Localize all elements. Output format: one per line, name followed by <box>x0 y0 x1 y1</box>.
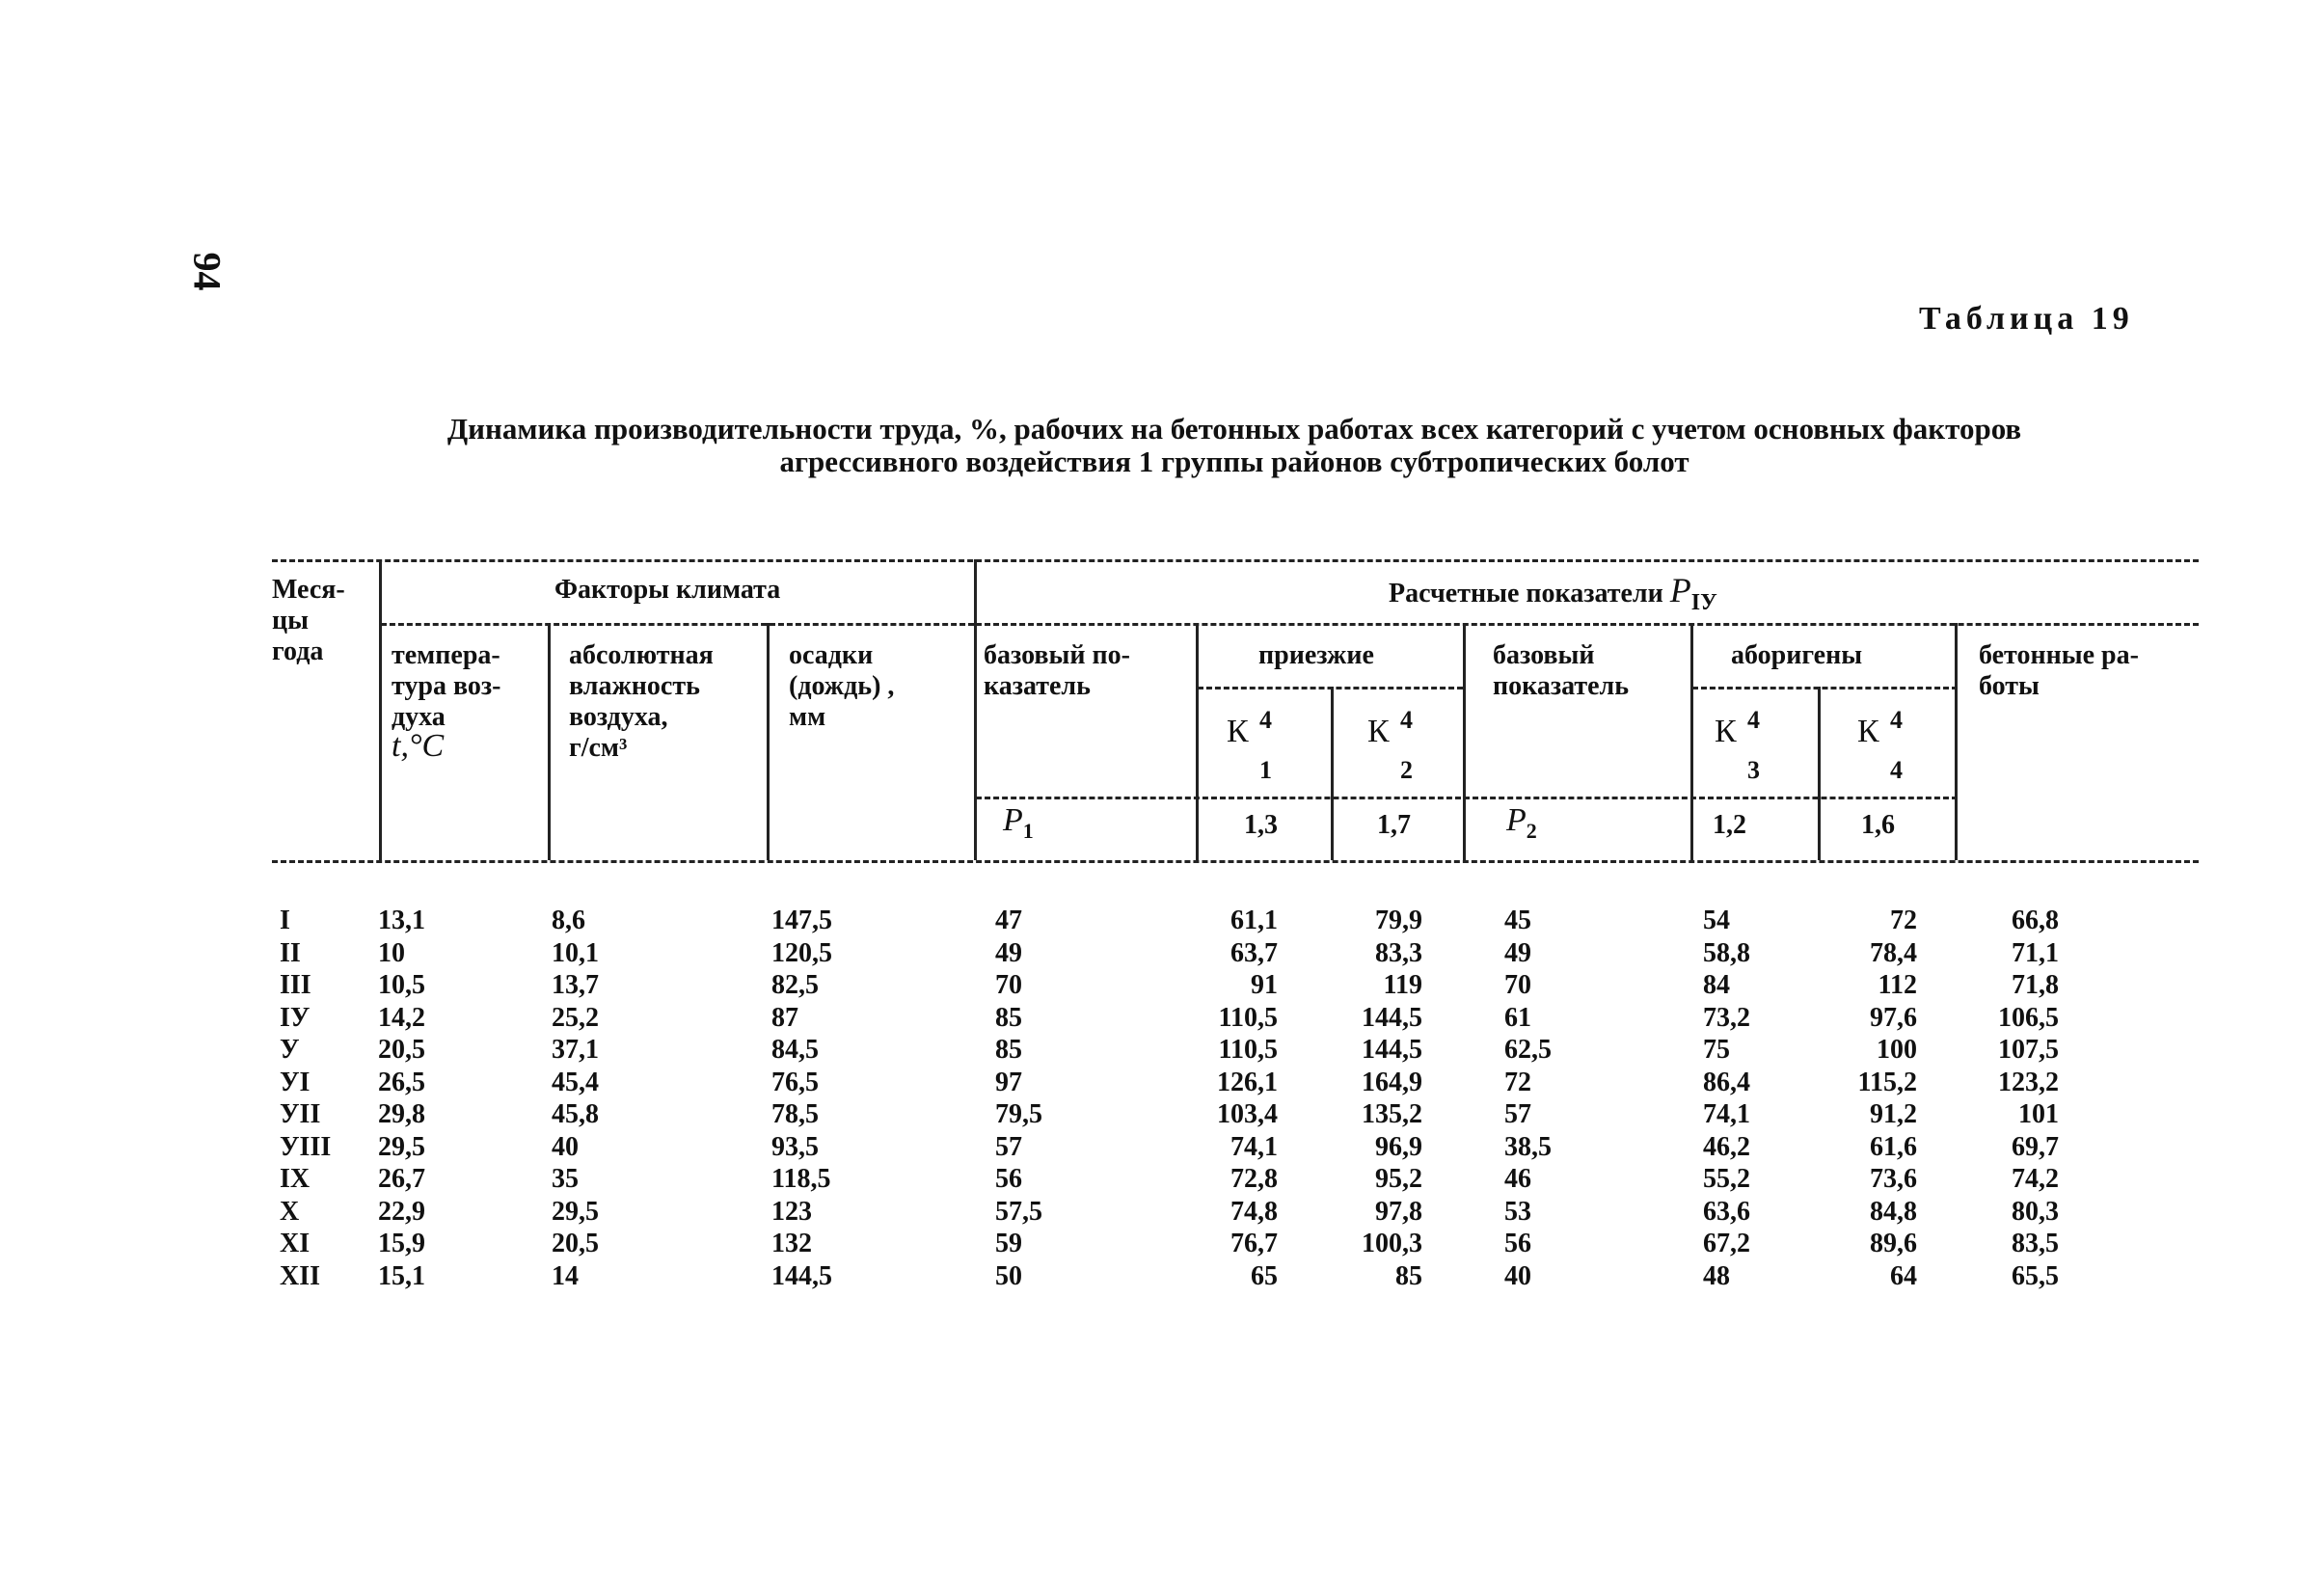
k2-cell: 79,9 <box>1375 906 1422 935</box>
k2-cell: 144,5 <box>1362 1035 1422 1065</box>
k3-letter: К <box>1715 714 1737 749</box>
k3-cell: 84 <box>1703 970 1730 1000</box>
base2-cell: 53 <box>1504 1196 1531 1227</box>
base2-cell: 49 <box>1504 937 1531 968</box>
table-row <box>0 1163 2324 1196</box>
header-subrule-climate <box>381 623 974 626</box>
base2-cell: 70 <box>1504 970 1531 1000</box>
header-months: Меся- цы года <box>272 575 345 666</box>
month-cell: I <box>280 906 290 935</box>
vrule-aborigines-end <box>1955 623 1958 860</box>
k4-cell: 97,6 <box>1870 1002 1917 1033</box>
base2-cell: 38,5 <box>1504 1131 1552 1162</box>
base1-cell: 57 <box>995 1131 1022 1162</box>
calc-indicators-label: Расчетные показатели <box>1389 579 1663 608</box>
header-newcomers: приезжие <box>1258 640 1374 670</box>
header-subrule-calc <box>976 623 2199 626</box>
k1-cell: 126,1 <box>1217 1067 1278 1097</box>
header-calc-indicators <box>1389 571 1717 618</box>
base2-cell: 61 <box>1504 1002 1531 1033</box>
precipitation-cell: 93,5 <box>771 1131 819 1162</box>
k1-cell: 103,4 <box>1217 1099 1278 1129</box>
temperature-cell: 14,2 <box>378 1002 425 1033</box>
k2-cell: 100,3 <box>1362 1229 1422 1258</box>
header-aborigines: аборигены <box>1731 640 1863 670</box>
k3-cell: 75 <box>1703 1035 1730 1065</box>
humidity-cell: 8,6 <box>552 906 585 935</box>
k2-sub: 2 <box>1400 756 1413 784</box>
vrule-humidity <box>767 623 770 860</box>
k1-cell: 74,8 <box>1230 1196 1278 1227</box>
temperature-cell: 26,5 <box>378 1067 425 1097</box>
k3-cell: 48 <box>1703 1260 1730 1291</box>
humidity-cell: 45,4 <box>552 1067 599 1097</box>
k3-sub: 3 <box>1747 756 1760 784</box>
base1-cell: 49 <box>995 937 1022 968</box>
page-number: 94 <box>185 252 230 291</box>
base2-cell: 62,5 <box>1504 1035 1552 1065</box>
concrete-cell: 80,3 <box>2012 1196 2059 1227</box>
precipitation-cell: 118,5 <box>771 1164 831 1194</box>
base2-cell: 56 <box>1504 1229 1531 1258</box>
k3-cell: 73,2 <box>1703 1002 1750 1033</box>
vrule-climate-end <box>974 559 977 860</box>
concrete-cell: 101 <box>2018 1099 2059 1129</box>
k4-cell: 112 <box>1878 970 1917 1000</box>
k3-cell: 86,4 <box>1703 1067 1750 1097</box>
k2-cell: 119 <box>1383 970 1422 1000</box>
header-precipitation: осадки (дождь) , мм <box>789 640 895 732</box>
k3-cell: 46,2 <box>1703 1131 1750 1162</box>
table-row <box>0 1067 2324 1099</box>
header-top-rule <box>272 559 2199 562</box>
temperature-cell: 15,9 <box>378 1229 425 1258</box>
k4-cell: 89,6 <box>1870 1229 1917 1258</box>
base1-cell: 70 <box>995 970 1022 1000</box>
k3-cell: 74,1 <box>1703 1099 1750 1129</box>
k3-label <box>1715 706 1760 784</box>
vrule-k3 <box>1818 687 1821 860</box>
base1-cell: 79,5 <box>995 1099 1042 1129</box>
k2-cell: 83,3 <box>1375 937 1422 968</box>
k3-cell: 54 <box>1703 906 1730 935</box>
base1-cell: 47 <box>995 906 1022 935</box>
k2-letter: К <box>1367 714 1390 749</box>
title-line-2: агрессивного воздействия 1 группы районов субтропических болот <box>779 445 1689 478</box>
k4-cell: 91,2 <box>1870 1099 1917 1129</box>
table-label: Таблица 19 <box>1919 301 2134 337</box>
k4-sup: 4 <box>1890 706 1903 734</box>
temperature-cell: 15,1 <box>378 1260 425 1291</box>
header-temperature: темпера- тура воз- духа <box>392 640 501 732</box>
k2-cell: 144,5 <box>1362 1002 1422 1033</box>
header-concrete: бетонные ра- боты <box>1979 640 2139 701</box>
month-cell: II <box>280 937 301 968</box>
concrete-cell: 74,2 <box>2012 1164 2059 1194</box>
k2-cell: 164,9 <box>1362 1067 1422 1097</box>
concrete-cell: 106,5 <box>1998 1002 2059 1033</box>
k1-cell: 61,1 <box>1230 906 1278 935</box>
month-cell: IX <box>280 1164 311 1194</box>
precipitation-cell: 132 <box>771 1229 812 1258</box>
temperature-cell: 10,5 <box>378 970 425 1000</box>
header-climate-factors: Факторы климата <box>554 575 781 605</box>
temperature-cell: 26,7 <box>378 1164 425 1194</box>
precipitation-cell: 84,5 <box>771 1035 819 1065</box>
k1-cell: 110,5 <box>1218 1002 1278 1033</box>
precipitation-cell: 82,5 <box>771 970 819 1000</box>
humidity-cell: 35 <box>552 1164 579 1194</box>
k3-cell: 63,6 <box>1703 1196 1750 1227</box>
month-cell: IУ <box>280 1002 311 1033</box>
table-row <box>0 905 2324 937</box>
k4-cell: 61,6 <box>1870 1131 1917 1162</box>
precipitation-cell: 123 <box>771 1196 812 1227</box>
temperature-cell: 10 <box>378 937 405 968</box>
table-row <box>0 1260 2324 1293</box>
k1-cell: 72,8 <box>1230 1164 1278 1194</box>
header-subrule-aborigines <box>1692 687 1958 689</box>
k4-letter: К <box>1857 714 1879 749</box>
k1-sub: 1 <box>1259 756 1272 784</box>
k4-cell: 72 <box>1890 906 1917 935</box>
header-temperature-unit: t,°C <box>392 728 445 764</box>
humidity-cell: 13,7 <box>552 970 599 1000</box>
temperature-cell: 22,9 <box>378 1196 425 1227</box>
p2-letter: Р <box>1506 802 1527 838</box>
vrule-k1 <box>1331 687 1334 860</box>
precipitation-cell: 147,5 <box>771 906 832 935</box>
concrete-cell: 123,2 <box>1998 1067 2059 1097</box>
concrete-cell: 83,5 <box>2012 1229 2059 1258</box>
table-row <box>0 1098 2324 1131</box>
base1-cell: 50 <box>995 1260 1022 1291</box>
temperature-cell: 13,1 <box>378 906 425 935</box>
k2-cell: 85 <box>1395 1260 1422 1291</box>
precipitation-cell: 87 <box>771 1002 798 1033</box>
title-line-1: Динамика производительности труда, %, рабочих на бетонных работах всех категорий с учетом основных факторов <box>446 412 2022 446</box>
humidity-cell: 29,5 <box>552 1196 599 1227</box>
p1-sub: 1 <box>1022 818 1034 843</box>
header-humidity: абсолютная влажность воздуха, г/см³ <box>569 640 714 763</box>
k3-sup: 4 <box>1747 706 1760 734</box>
k4-cell: 84,8 <box>1870 1196 1917 1227</box>
humidity-cell: 37,1 <box>552 1035 599 1065</box>
base1-cell: 85 <box>995 1035 1022 1065</box>
base1-cell: 59 <box>995 1229 1022 1258</box>
table-row <box>0 937 2324 970</box>
k1-value: 1,3 <box>1244 810 1278 840</box>
k2-label <box>1367 706 1413 784</box>
k4-cell: 64 <box>1890 1260 1917 1291</box>
table-title <box>289 413 2179 478</box>
k1-cell: 76,7 <box>1230 1229 1278 1258</box>
k4-value: 1,6 <box>1861 810 1895 840</box>
table-row <box>0 1196 2324 1229</box>
k2-value: 1,7 <box>1377 810 1411 840</box>
p2-sub: 2 <box>1526 818 1537 843</box>
calc-symbol-letter: Р <box>1669 571 1691 609</box>
concrete-cell: 69,7 <box>2012 1131 2059 1162</box>
month-cell: УI <box>280 1067 311 1097</box>
k2-cell: 95,2 <box>1375 1164 1422 1194</box>
k3-value: 1,2 <box>1713 810 1746 840</box>
concrete-cell: 71,1 <box>2012 937 2059 968</box>
base1-cell: 97 <box>995 1067 1022 1097</box>
k2-cell: 96,9 <box>1375 1131 1422 1162</box>
humidity-cell: 45,8 <box>552 1099 599 1129</box>
humidity-cell: 14 <box>552 1260 579 1291</box>
k4-cell: 73,6 <box>1870 1164 1917 1194</box>
k1-cell: 91 <box>1251 970 1278 1000</box>
table-body <box>0 905 2324 1292</box>
base1-cell: 85 <box>995 1002 1022 1033</box>
humidity-cell: 20,5 <box>552 1229 599 1258</box>
k1-label <box>1227 706 1272 784</box>
header-base1: базовый по- казатель <box>984 640 1130 701</box>
base2-cell: 46 <box>1504 1164 1531 1194</box>
table-row <box>0 969 2324 1002</box>
month-cell: X <box>280 1196 300 1227</box>
month-cell: У <box>280 1035 300 1065</box>
k3-cell: 67,2 <box>1703 1229 1750 1258</box>
p2-symbol <box>1506 802 1537 844</box>
vrule-base1 <box>1196 623 1199 860</box>
p1-symbol <box>1003 802 1034 844</box>
k4-sub: 4 <box>1890 756 1903 784</box>
temperature-cell: 29,5 <box>378 1131 425 1162</box>
month-cell: XI <box>280 1229 311 1258</box>
temperature-cell: 29,8 <box>378 1099 425 1129</box>
month-cell: III <box>280 970 311 1000</box>
humidity-cell: 40 <box>552 1131 579 1162</box>
k3-cell: 58,8 <box>1703 937 1750 968</box>
vrule-base2 <box>1690 623 1693 860</box>
precipitation-cell: 144,5 <box>771 1260 832 1291</box>
base2-cell: 72 <box>1504 1067 1531 1097</box>
vrule-months <box>379 559 382 860</box>
base1-cell: 57,5 <box>995 1196 1042 1227</box>
k4-label <box>1857 706 1903 784</box>
k2-cell: 97,8 <box>1375 1196 1422 1227</box>
table-row <box>0 1034 2324 1067</box>
header-bottom-rule <box>272 860 2199 863</box>
p1-letter: Р <box>1003 802 1023 838</box>
k4-cell: 100 <box>1877 1035 1917 1065</box>
base2-cell: 57 <box>1504 1099 1531 1129</box>
calc-symbol <box>1669 571 1717 616</box>
k2-cell: 135,2 <box>1362 1099 1422 1129</box>
k4-cell: 115,2 <box>1857 1067 1917 1097</box>
k1-cell: 74,1 <box>1230 1131 1278 1162</box>
month-cell: УIII <box>280 1131 332 1162</box>
k4-cell: 78,4 <box>1870 937 1917 968</box>
k1-cell: 63,7 <box>1230 937 1278 968</box>
temperature-cell: 20,5 <box>378 1035 425 1065</box>
concrete-cell: 66,8 <box>2012 906 2059 935</box>
k2-sup: 4 <box>1400 706 1413 734</box>
vrule-newcomers-end <box>1463 623 1466 860</box>
precipitation-cell: 120,5 <box>771 937 832 968</box>
humidity-cell: 10,1 <box>552 937 599 968</box>
k1-sup: 4 <box>1259 706 1272 734</box>
concrete-cell: 65,5 <box>2012 1260 2059 1291</box>
calc-symbol-sub: IУ <box>1690 590 1717 616</box>
base2-cell: 45 <box>1504 906 1531 935</box>
month-cell: XII <box>280 1260 321 1291</box>
header-base2: базовый показатель <box>1493 640 1630 701</box>
k1-cell: 110,5 <box>1218 1035 1278 1065</box>
table-row <box>0 1131 2324 1164</box>
base2-cell: 40 <box>1504 1260 1531 1291</box>
month-cell: УII <box>280 1099 321 1129</box>
k1-letter: К <box>1227 714 1249 749</box>
concrete-cell: 71,8 <box>2012 970 2059 1000</box>
table-row <box>0 1228 2324 1260</box>
k1-cell: 65 <box>1251 1260 1278 1291</box>
header-coef-rule <box>976 797 1958 799</box>
table-row <box>0 1002 2324 1035</box>
k3-cell: 55,2 <box>1703 1164 1750 1194</box>
base1-cell: 56 <box>995 1164 1022 1194</box>
concrete-cell: 107,5 <box>1998 1035 2059 1065</box>
humidity-cell: 25,2 <box>552 1002 599 1033</box>
vrule-temp <box>548 623 551 860</box>
precipitation-cell: 78,5 <box>771 1099 819 1129</box>
precipitation-cell: 76,5 <box>771 1067 819 1097</box>
